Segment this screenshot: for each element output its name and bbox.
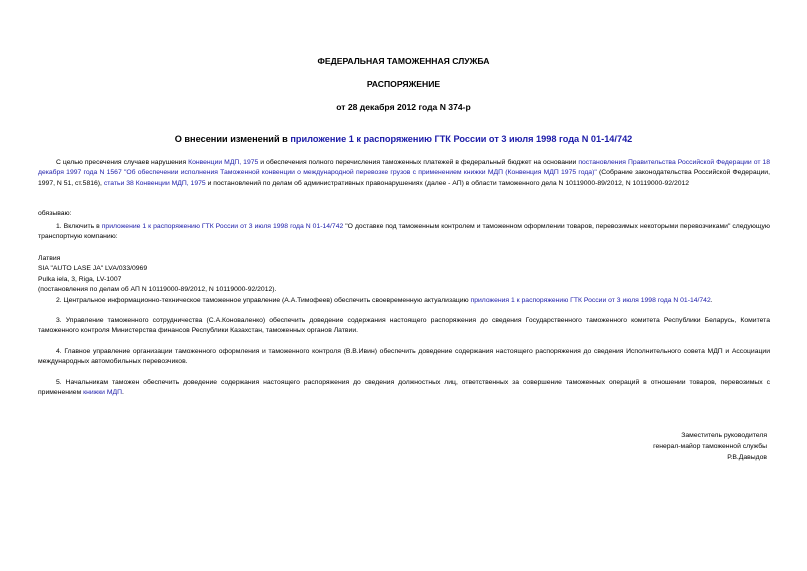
- company-country: Латвия: [38, 255, 61, 262]
- link-article-38[interactable]: статьи 38 Конвенции МДП, 1975: [103, 179, 206, 187]
- paragraph-preamble: [38, 158, 770, 189]
- document-type: РАСПОРЯЖЕНИЕ: [366, 79, 441, 89]
- signature-position: Заместитель руководителя: [681, 432, 767, 439]
- text: 2. Центральное информационно-техническое таможенное управление (А.А.Тимофеев) обеспечить своевременную актуализацию: [56, 297, 471, 304]
- paragraph-2: [38, 296, 770, 306]
- document-title: [0, 133, 807, 145]
- agency-name: ФЕДЕРАЛЬНАЯ ТАМОЖЕННАЯ СЛУЖБА: [317, 56, 490, 66]
- obliges-text: обязываю:: [38, 210, 72, 217]
- link-tir-carnet[interactable]: книжки МДП: [83, 389, 123, 397]
- link-appendix-1-b[interactable]: приложения 1 к распоряжению ГТК России от 3 июля 1998 года N 01-14/742: [470, 297, 711, 304]
- paragraph-4: [38, 347, 770, 368]
- text: и постановлений по делам об административных правонарушениях (далее - АП) в области таможенного дела N 10119000-89/2012, N 10119000-92/2012: [205, 179, 690, 187]
- company-name: SIA "AUTO LASE JA" LVA/033/0969: [38, 265, 148, 273]
- title-prefix: О внесении изменений в: [174, 134, 291, 144]
- text: .: [122, 389, 124, 397]
- paragraph-3-text: 3. Управление таможенного сотрудничества (С.А.Коноваленко) обеспечить доведение содержания настоящего распоряжения до сведения Государственного таможенного комитета Республики Беларусь, Комитета таможенного контроля Министерства финансов Республики Казахстан, таможенных органов Латвии.: [38, 317, 770, 335]
- company-block: [38, 254, 770, 296]
- signature-name: Р.В.Давыдов: [727, 454, 767, 461]
- obliges-line: [38, 209, 770, 219]
- text: С целью пресечения случаев нарушения: [56, 159, 189, 166]
- link-appendix-1[interactable]: приложение 1 к распоряжению ГТК России от 3 июля 1998 года N 01-14/742: [101, 223, 344, 230]
- text: .: [710, 297, 713, 304]
- paragraph-4-text: 4. Главное управление организации таможенного оформления и таможенного контроля (В.В.Ивин) обеспечить доведение содержания настоящего распоряжения до сведения Исполнительного совета МДП и Ассоциации международных автомобильных перевозчиков.: [38, 348, 770, 366]
- paragraph-5: [38, 378, 770, 399]
- text: 1. Включить в: [56, 223, 102, 230]
- company-address: Pulka iela, 3, Riga, LV-1007: [38, 275, 122, 283]
- document-date-number: от 28 декабря 2012 года N 374-р: [336, 102, 471, 112]
- link-tir-convention[interactable]: Конвенции МДП, 1975: [188, 159, 259, 166]
- signature-rank: генерал-майор таможенной службы: [653, 443, 767, 450]
- company-decisions: (постановления по делам об АП N 10119000-89/2012, N 10119000-92/2012).: [38, 286, 277, 294]
- paragraph-3: [38, 316, 770, 337]
- text: 5. Начальникам таможен обеспечить доведение содержания настоящего распоряжения до сведения должностных лиц, ответственных за совершение таможенных операций в отношении товаров, перевозимых с применением: [38, 379, 770, 397]
- title-link[interactable]: приложение 1 к распоряжению ГТК России от 3 июля 1998 года N 01-14/742: [290, 134, 633, 144]
- signature-block: [653, 430, 767, 463]
- text: (Собрание законодательства Российской Федерации, 1997, N 51, ст.5816),: [38, 169, 770, 187]
- text: и обеспечения полного перечисления таможенных платежей в федеральный бюджет на основании: [258, 159, 579, 166]
- paragraph-1: [38, 222, 770, 243]
- text: "О доставке под таможенным контролем и таможенном оформлении товаров, перевозимых некоторыми перевозчиками" следующую транспортную компанию:: [38, 223, 770, 241]
- link-government-decree[interactable]: постановления Правительства Российской Федерации от 18 декабря 1997 года N 1567 "Об обеспечении исполнения Таможенной конвенции о международной перевозке грузов с применением книжки МДП (Конвенция МДП 1975 года)": [38, 159, 770, 177]
